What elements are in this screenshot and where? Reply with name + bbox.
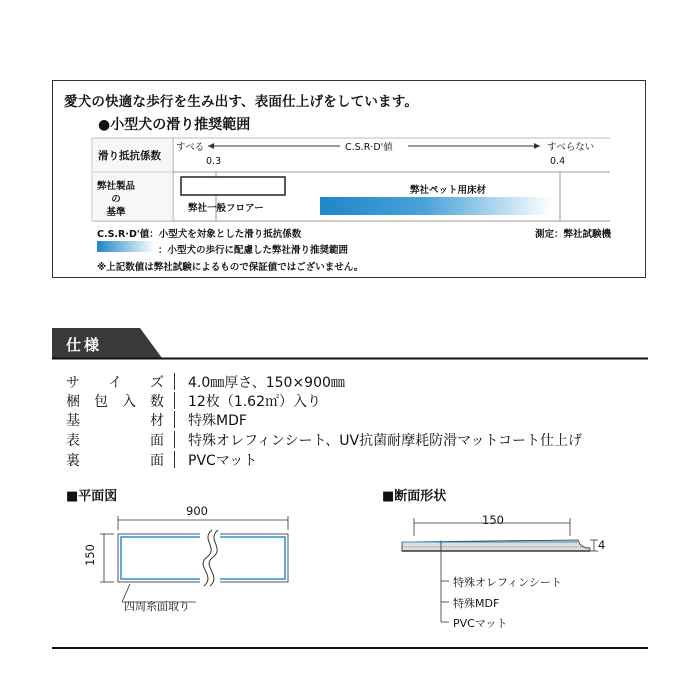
spec-value-back: PVCマット bbox=[188, 453, 258, 469]
spec-label-base: 基 材 bbox=[66, 413, 164, 429]
pet-floor-label: 弊社ペット用床材 bbox=[410, 185, 487, 196]
legend-range: ：小型犬の歩行に配慮した弊社滑り推奨範囲 bbox=[158, 245, 349, 256]
general-floor-label: 弊社一般フロアー bbox=[188, 203, 264, 214]
section-width-label: 150 bbox=[482, 513, 504, 527]
spec-value-packing: 12枚（1.62㎡）入り bbox=[188, 394, 321, 410]
section-thickness-label: 4 bbox=[598, 538, 606, 552]
legend-csrd: C.S.R·D'値：小型犬を対象とした滑り抵抗係数 bbox=[97, 229, 302, 240]
spec-label-back: 裏 面 bbox=[66, 453, 164, 469]
intro-text: 愛犬の快適な歩行を生み出す、表面仕上げをしています。 bbox=[64, 94, 419, 110]
plan-width-label: 900 bbox=[186, 504, 208, 518]
axis-right-end: すべらない bbox=[547, 142, 595, 153]
layer-label-pvc: PVCマット bbox=[453, 617, 508, 630]
spec-value-surface: 特殊オレフィンシート、UV抗菌耐摩耗防滑マットコート仕上げ bbox=[188, 433, 582, 449]
bottom-divider bbox=[52, 647, 648, 649]
section-heading: ■断面形状 bbox=[382, 489, 447, 504]
chart-title: ●小型犬の滑り推奨範囲 bbox=[98, 117, 251, 133]
axis-arrow-right bbox=[408, 143, 540, 149]
tick-label-0.3: 0.3 bbox=[206, 156, 222, 167]
pet-floor-bar bbox=[320, 197, 552, 215]
legend-gradient-swatch bbox=[97, 241, 155, 252]
general-floor-bar bbox=[181, 177, 285, 195]
spec-label-surface: 表 面 bbox=[66, 433, 164, 449]
layer-label-mdf: 特殊MDF bbox=[453, 597, 500, 610]
axis-arrow-left bbox=[208, 143, 340, 149]
measure-note: 測定：弊社試験機 bbox=[534, 229, 611, 240]
spec-label-size: サ イ ズ bbox=[66, 375, 164, 391]
spec-label-packing: 梱 包 入 数 bbox=[66, 394, 164, 410]
scale-label: 滑り抵抗係数 bbox=[98, 150, 161, 162]
axis-left-end: すべる bbox=[176, 142, 205, 153]
tick-label-0.4: 0.4 bbox=[550, 156, 566, 167]
plan-height-label: 150 bbox=[83, 544, 97, 566]
layer-label-top-sheet: 特殊オレフィンシート bbox=[453, 576, 562, 589]
spec-value-size: 4.0㎜厚さ、150×900㎜ bbox=[188, 375, 345, 391]
disclaimer: ※上記数値は弊社試験によるもので保証値ではございません。 bbox=[97, 262, 364, 273]
row-label-company-standard: 弊社製品 の 基準 bbox=[96, 181, 135, 218]
axis-name: C.S.R·D'値 bbox=[345, 142, 393, 153]
spec-header-bar bbox=[0, 320, 700, 370]
plan-edge-note: 四周糸面取り bbox=[124, 600, 190, 613]
spec-title: 仕様 bbox=[66, 336, 103, 354]
spec-value-base: 特殊MDF bbox=[188, 413, 247, 429]
section-drawing bbox=[0, 500, 700, 640]
plan-heading: ■平面図 bbox=[66, 489, 118, 504]
